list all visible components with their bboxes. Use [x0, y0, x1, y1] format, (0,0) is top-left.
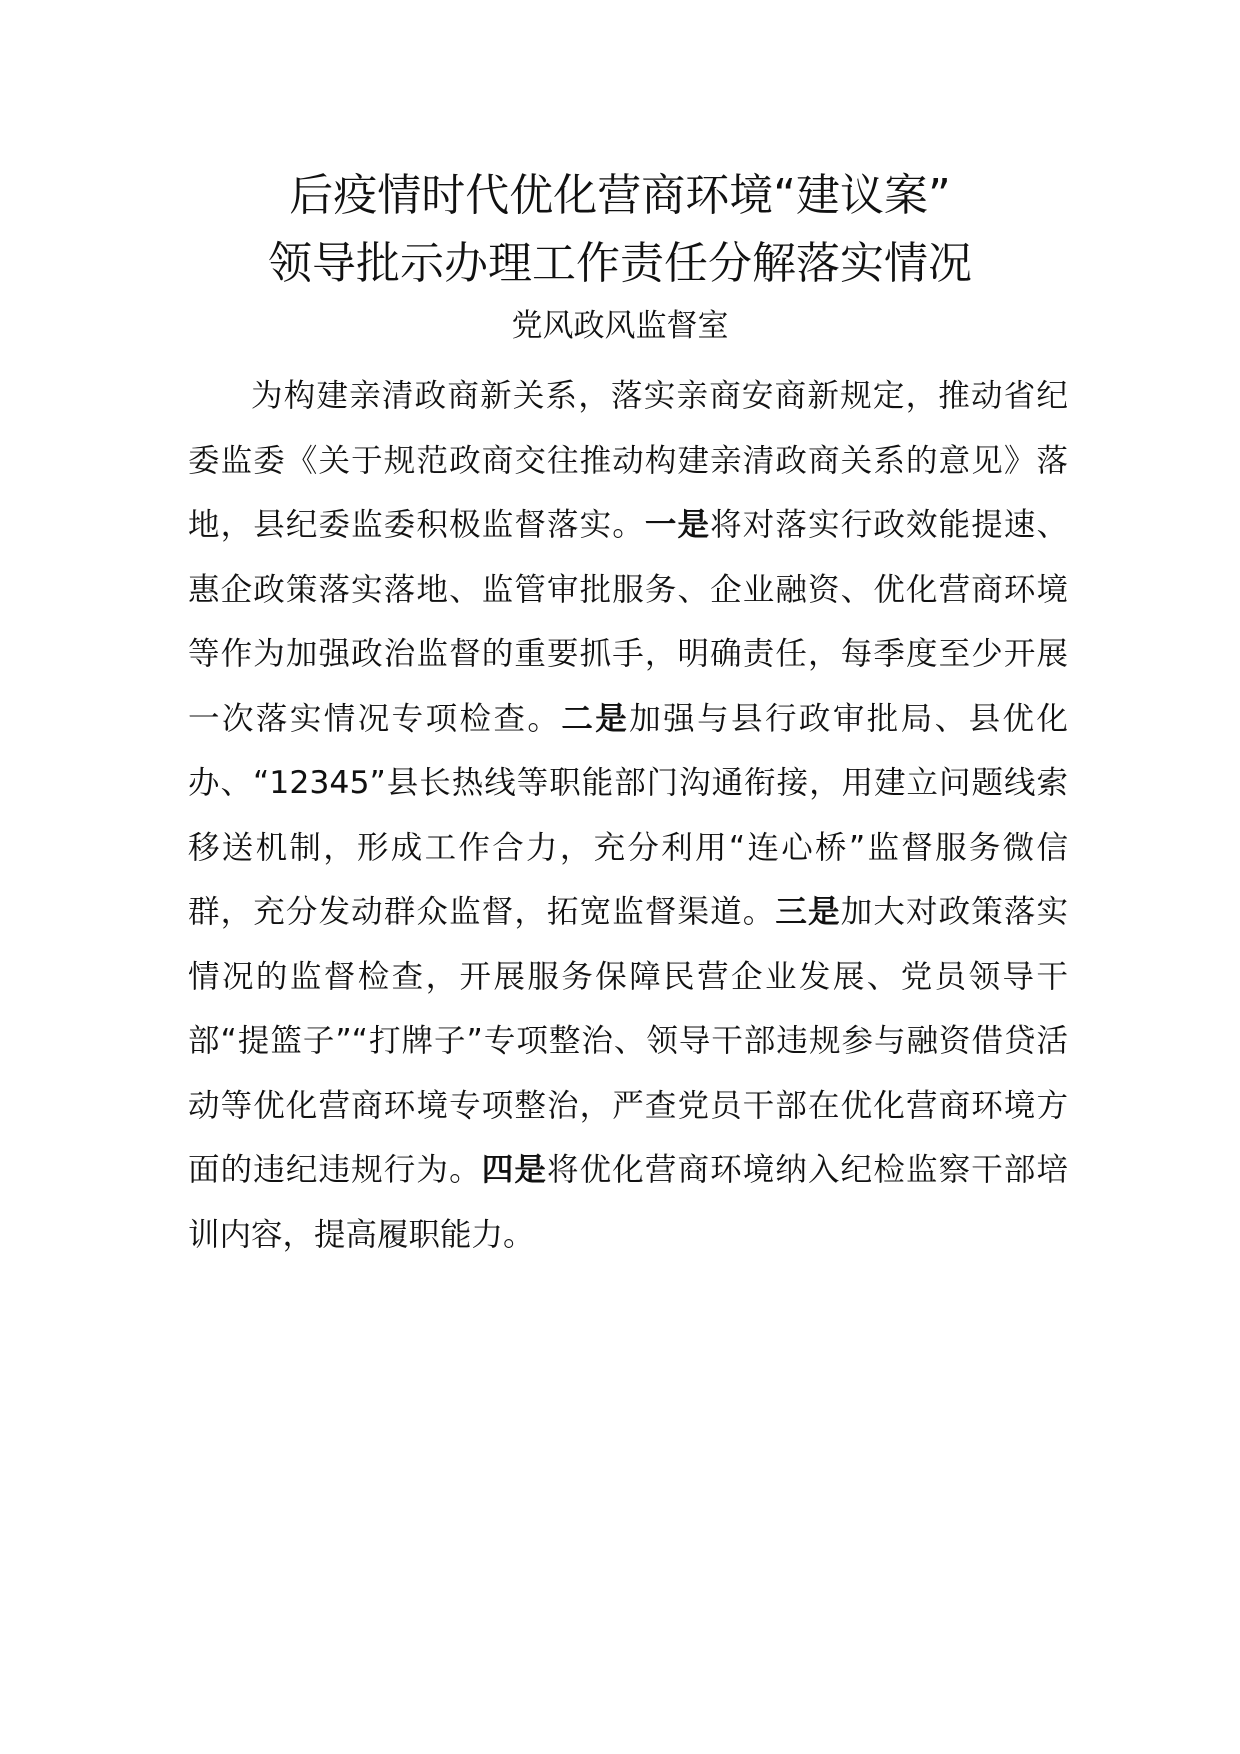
- body-paragraph: [188, 364, 1068, 1267]
- document-title-line-1: 后疫情时代优化营商环境“建议案”: [289, 170, 951, 221]
- paragraph-text: 加大对政策落实情况的监督检查，开展服务保障民营企业发展、党员领导干部“提篮子”“打牌子”专项整治、领导干部违规参与融资借贷活动等优化营商环境专项整治，严查党员干部在优化营商环境方面的违纪违规行为。: [188, 894, 1068, 1188]
- point-label-four: 四是: [481, 1152, 547, 1188]
- paragraph-text: 将对落实行政效能提速、惠企政策落实落地、监管审批服务、企业融资、优化营商环境等作为加强政治监督的重要抓手，明确责任，每季度至少开展一次落实情况专项检查。: [188, 507, 1068, 737]
- paragraph-text: 将优化营商环境纳入纪检监察干部培训内容，提高履职能力。: [188, 1152, 1068, 1253]
- point-label-three: 三是: [775, 894, 841, 930]
- paragraph-text: 为构建亲清政商新关系，落实亲商安商新规定，推动省纪委监委《关于规范政商交往推动构建亲清政商关系的意见》落地，县纪委监委积极监督落实。: [188, 378, 1068, 543]
- document-title-line-2: 领导批示办理工作责任分解落实情况: [268, 238, 972, 289]
- point-label-one: 一是: [644, 507, 711, 543]
- paragraph-text: 加强与县行政审批局、县优化办、“12345”县长热线等职能部门沟通衔接，用建立问题线索移送机制，形成工作合力，充分利用“连心桥”监督服务微信群，充分发动群众监督，拓宽监督渠道。: [188, 700, 1068, 930]
- department-name: 党风政风监督室: [511, 308, 729, 344]
- point-label-two: 二是: [561, 700, 630, 737]
